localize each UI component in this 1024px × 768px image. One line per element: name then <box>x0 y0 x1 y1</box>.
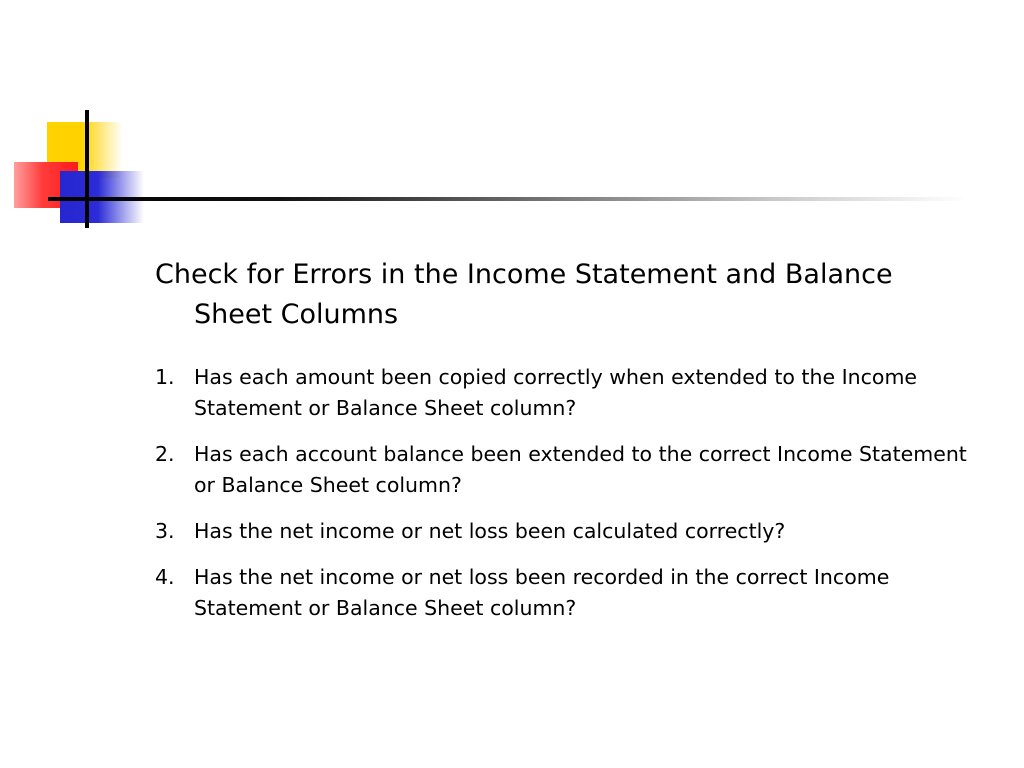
slide-content <box>155 255 975 639</box>
slide-title: Check for Errors in the Income Statement and Balance Sheet Columns <box>155 259 893 330</box>
item-text: Has the net income or net loss been calculated correctly? <box>194 519 786 543</box>
item-number: 3. <box>155 519 175 543</box>
item-number: 2. <box>155 442 175 466</box>
slide-decoration <box>0 0 1024 240</box>
checklist-item <box>155 516 975 547</box>
horizontal-rule <box>48 197 968 201</box>
item-number: 4. <box>155 565 175 589</box>
vertical-rule <box>85 110 89 228</box>
checklist-item <box>155 439 975 501</box>
checklist-item <box>155 562 975 624</box>
checklist <box>155 362 975 624</box>
checklist-item <box>155 362 975 424</box>
item-text: Has each account balance been extended to the correct Income Statement or Balance Sheet column? <box>194 442 967 497</box>
item-number: 1. <box>155 365 175 389</box>
item-text: Has each amount been copied correctly when extended to the Income Statement or Balance Sheet column? <box>194 365 918 420</box>
item-text: Has the net income or net loss been recorded in the correct Income Statement or Balance Sheet column? <box>194 565 890 620</box>
